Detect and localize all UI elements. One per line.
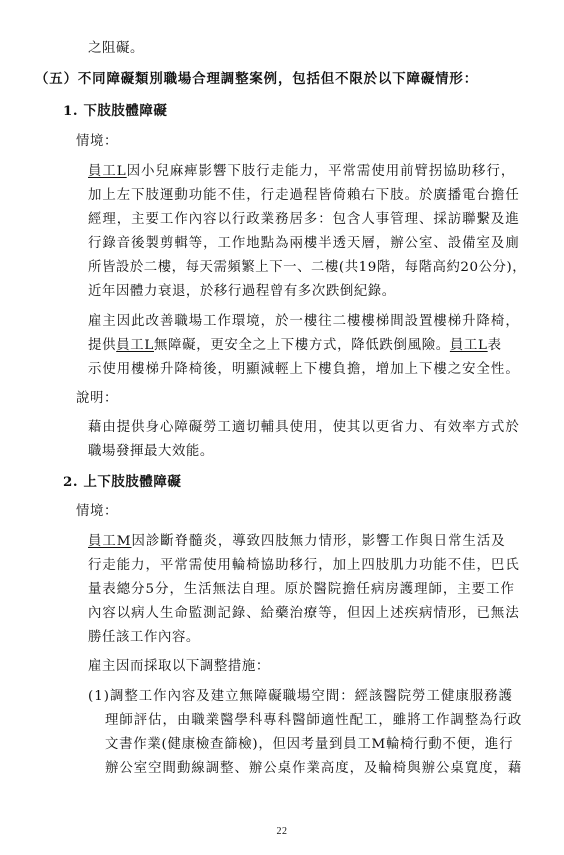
case1-situation-line: 員工L因小兒麻痺影響下肢行走能力，平常需使用前臂拐協助移行，	[88, 164, 516, 179]
case2-situation-line: 內容以病人生命監測記錄、給藥治療等，但因上述疾病情形，已無法	[88, 606, 520, 621]
case2-measure1-line: (1)調整工作內容及建立無障礙職場空間：經該醫院勞工健康服務護	[88, 689, 513, 704]
employee-name: 員工M	[88, 534, 132, 549]
case2-measure1-line: 文書作業(健康檢查篩檢)，但因考量到員工M輪椅行動不便，進行	[105, 737, 514, 752]
section-heading: （五）不同障礙類別職場合理調整案例，包括但不限於以下障礙情形：	[35, 71, 479, 87]
case2-measure1-line: 辦公室空間動線調整、辦公桌作業高度，及輪椅與辦公桌寬度，藉	[105, 761, 523, 776]
case1-situation-line: 經理，主要工作內容以行政業務居多：包含人事管理、採訪聯繫及進	[88, 212, 520, 227]
case2-situation-label: 情境：	[76, 504, 118, 519]
case1-situation-line: 所皆設於二樓，每天需頻繁上下一、二樓(共19階，每階高約20公分)，	[88, 260, 527, 275]
case1-explain-line: 藉由提供身心障礙勞工適切輔具使用，使其以更省力、有效率方式於	[88, 420, 520, 435]
case2-situation-line: 勝任該工作內容。	[88, 630, 200, 645]
case2-measures-intro: 雇主因而採取以下調整措施：	[88, 659, 270, 674]
case1-title: 1. 下肢肢體障礙	[63, 103, 168, 119]
case2-situation-line: 行走能力，平常需使用輪椅協助移行，加上四肢肌力功能不佳，巴氏	[88, 558, 520, 573]
employee-name: 員工L	[116, 338, 154, 353]
case1-situation-line: 加上左下肢運動功能不佳，行走過程皆倚賴右下肢。於廣播電台擔任	[88, 188, 520, 203]
case1-employer-line: 示使用樓梯升降椅後，明顯減輕上下樓負擔，增加上下樓之安全性。	[88, 362, 520, 377]
case2-title: 2. 上下肢肢體障礙	[63, 474, 182, 490]
employee-name: 員工L	[88, 164, 127, 179]
case2-situation-line: 員工M因診斷脊髓炎，導致四肢無力情形，影響工作與日常生活及	[88, 534, 506, 549]
case1-explain-label: 說明：	[76, 391, 118, 406]
case1-situation-line: 近年因體力衰退，於移行過程曾有多次跌倒紀錄。	[88, 284, 396, 299]
case2-measure1-line: 理師評估，由職業醫學科專科醫師適性配工，雖將工作調整為行政	[105, 713, 523, 728]
case1-situation-label: 情境：	[76, 134, 118, 149]
case1-situation-line: 行錄音後製剪輯等，工作地點為兩樓半透天層，辦公室、設備室及廁	[88, 236, 520, 251]
case1-employer-line: 雇主因此改善職場工作環境，於一樓往二樓樓梯間設置樓梯升降椅，	[88, 314, 520, 329]
case1-employer-line: 提供員工L無障礙，更安全之上下樓方式，降低跌倒風險。員工L表	[88, 338, 502, 353]
case2-situation-line: 量表總分5分，生活無法自理。原於醫院擔任病房護理師，主要工作	[88, 582, 515, 597]
previous-paragraph-tail: 之阻礙。	[88, 41, 144, 56]
page-number: 22	[276, 826, 288, 837]
case1-explain-line: 職場發揮最大效能。	[88, 444, 214, 459]
employee-name: 員工L	[449, 338, 488, 353]
